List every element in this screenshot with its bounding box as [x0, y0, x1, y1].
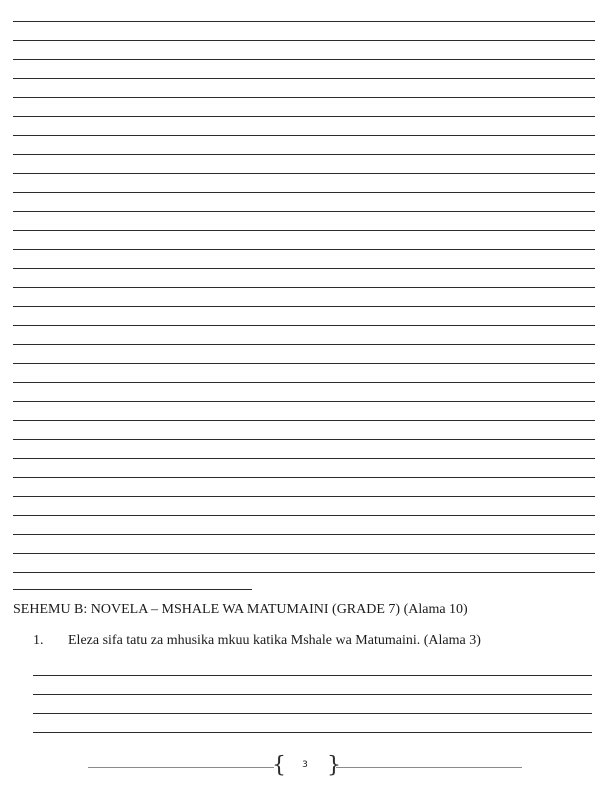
footer-brace-left: {	[272, 753, 286, 778]
writing-line-short	[13, 589, 252, 590]
page-number: 3	[302, 760, 308, 770]
writing-line	[13, 268, 595, 269]
answer-line	[33, 694, 592, 695]
footer-brace-right: }	[327, 753, 341, 778]
footer-rule-right	[336, 767, 522, 768]
writing-line	[13, 325, 595, 326]
writing-line	[13, 173, 595, 174]
writing-line	[13, 572, 595, 573]
writing-line	[13, 78, 595, 79]
writing-line	[13, 135, 595, 136]
writing-line	[13, 515, 595, 516]
writing-line	[13, 287, 595, 288]
writing-line	[13, 344, 595, 345]
answer-line	[33, 675, 592, 676]
question-text: Eleza sifa tatu za mhusika mkuu katika Mshale wa Matumaini. (Alama 3)	[68, 633, 481, 648]
writing-line	[13, 192, 595, 193]
answer-line	[33, 713, 592, 714]
writing-line	[13, 458, 595, 459]
writing-line	[13, 116, 595, 117]
writing-line	[13, 553, 595, 554]
writing-line	[13, 382, 595, 383]
writing-line	[13, 477, 595, 478]
question-number: 1.	[33, 633, 44, 648]
writing-line	[13, 59, 595, 60]
answer-line	[33, 732, 592, 733]
writing-line	[13, 40, 595, 41]
writing-line	[13, 420, 595, 421]
writing-line	[13, 439, 595, 440]
writing-line	[13, 154, 595, 155]
writing-line	[13, 97, 595, 98]
writing-line	[13, 363, 595, 364]
footer-rule-left	[88, 767, 274, 768]
writing-line	[13, 249, 595, 250]
writing-line	[13, 534, 595, 535]
section-heading: SEHEMU B: NOVELA – MSHALE WA MATUMAINI (GRADE 7) (Alama 10)	[13, 602, 468, 617]
writing-line	[13, 21, 595, 22]
writing-line	[13, 211, 595, 212]
writing-line	[13, 401, 595, 402]
writing-line	[13, 230, 595, 231]
writing-line	[13, 496, 595, 497]
writing-line	[13, 306, 595, 307]
